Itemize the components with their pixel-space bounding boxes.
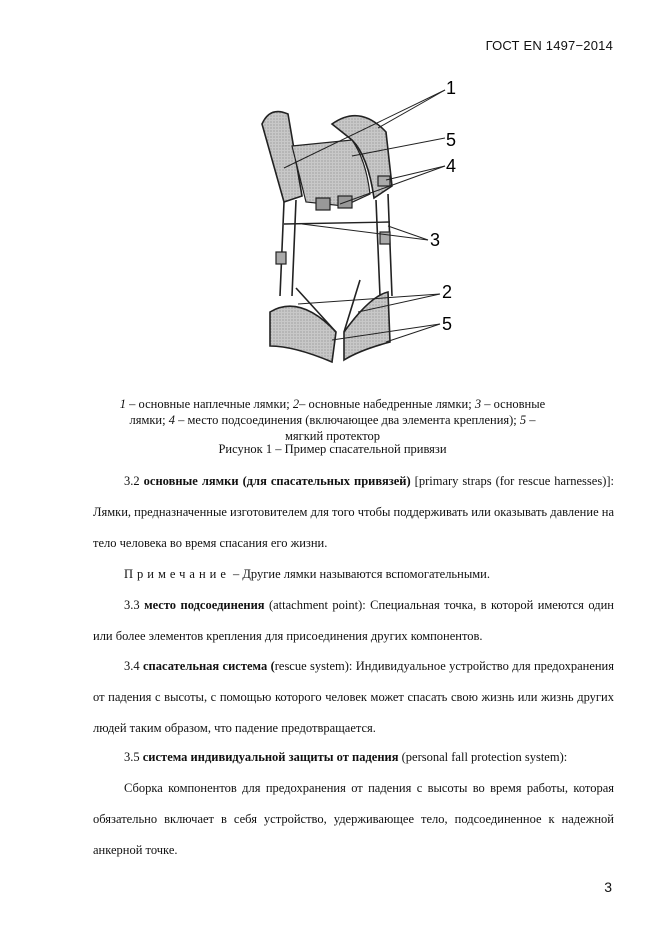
legend-number: 3 (474, 397, 482, 411)
section-number: 3.4 (124, 659, 143, 673)
legend-number: 5 (519, 413, 527, 427)
callout-label: 5 (446, 130, 457, 150)
legend-number: 4 (168, 413, 175, 427)
definition-3-3 (93, 590, 614, 652)
legend-number: 2 (292, 397, 300, 411)
figure-legend (110, 396, 555, 444)
definition-text: [primary straps (for rescue harnesses)]: Лямки, предназначенные изготовителем для того чтобы поддерживать или оказывать давление на тело человека во время спасания его жизни. (93, 474, 614, 550)
note-label: Примечание (124, 567, 230, 581)
harness-illustration (240, 76, 470, 376)
definition-text: (personal fall protection system): (398, 750, 568, 764)
legend-text: – основные наплечные лямки; (126, 397, 293, 411)
note-text: – Другие лямки называются вспомогательными. (229, 567, 490, 581)
section-number: 3.3 (124, 598, 145, 612)
right-main-strap (376, 194, 392, 296)
figure-caption: Рисунок 1 – Пример спасательной привязи (218, 442, 447, 456)
document-header: ГОСТ EN 1497−2014 (485, 38, 613, 53)
term: место подсоединения (144, 598, 265, 612)
left-main-strap (280, 200, 296, 296)
section-number: 3.5 (124, 750, 143, 764)
attachment-element-left (316, 198, 330, 210)
legend-text: – мягкий протектор (284, 413, 536, 443)
legend-text: – основные набедренные лямки; (299, 397, 475, 411)
callout-label: 4 (446, 156, 457, 176)
term: система индивидуальной защиты от падения (142, 750, 399, 764)
definition-text: rescue system): Индивидуальное устройство для предохранения от падения с высоты, с помощью которого человек может спасать свою жизнь или жизнь других людей таким образом, что падение предотвращается. (93, 659, 614, 735)
page-number: 3 (604, 879, 612, 895)
buckle-left (276, 252, 286, 264)
section-number: 3.2 (124, 474, 144, 488)
callout-label: 2 (442, 282, 453, 302)
buckle-upper (378, 176, 390, 186)
callout-label: 1 (446, 78, 457, 98)
chest-strap (284, 222, 390, 224)
legend-text: – место подсоединения (включающее два элемента крепления); (174, 413, 520, 427)
rescue-harness-figure (240, 76, 470, 376)
left-leg-pad (270, 306, 336, 362)
note (93, 559, 614, 590)
callout-label: 5 (442, 314, 453, 334)
definition-3-5 (93, 742, 614, 773)
legend-number: 1 (119, 397, 127, 411)
term: основные лямки (для спасательных привязей) (143, 474, 411, 488)
right-leg-pad (344, 292, 390, 360)
callout-label: 3 (430, 230, 441, 250)
definition-text: (attachment point): Специальная точка, в которой имеются один или более элементов крепления для присоединения других компонентов. (93, 598, 614, 643)
definition-3-2 (93, 466, 614, 559)
definition-3-4 (93, 651, 614, 744)
definition-3-5-body: Сборка компонентов для предохранения от падения с высоты во время работы, которая обязательно включает в себя устройство, удерживающее тело, подсоединенное к надежной анкерной точке. (93, 781, 614, 857)
term: спасательная система ( (143, 659, 275, 673)
legend-text: – основные лямки; (129, 397, 546, 427)
back-panel (292, 140, 370, 206)
